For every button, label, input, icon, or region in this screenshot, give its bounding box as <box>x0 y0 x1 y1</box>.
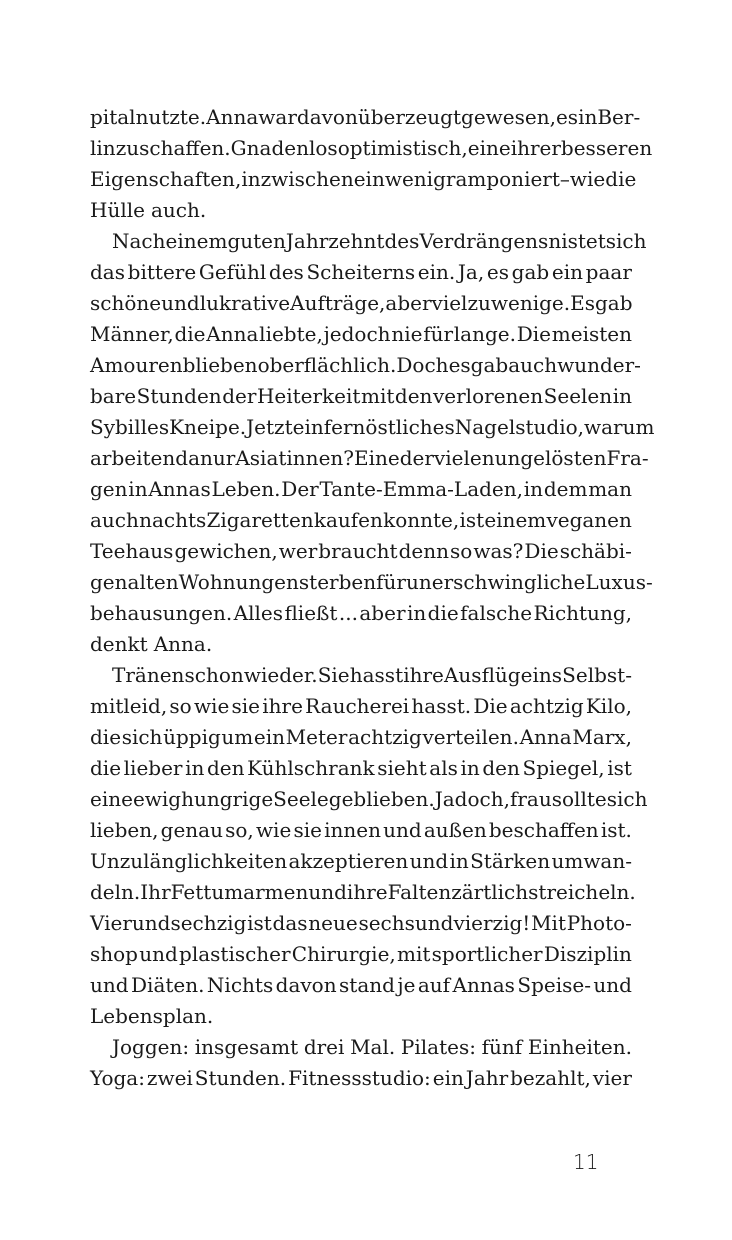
text-line: Unzulänglichkeiten akzeptieren und in Stärken umwan- <box>90 849 632 873</box>
text-line: eine ewig hungrige Seele geblieben. Ja doch, frau sollte sich <box>90 787 648 811</box>
text-line: schöne und lukrative Aufträge, aber viel zu wenige. Es gab <box>90 291 633 315</box>
text-line: Joggen: insgesamt drei Mal. Pilates: fünf Einheiten. <box>112 1035 632 1059</box>
text-line: das bittere Gefühl des Scheiterns ein. Ja, es gab ein paar <box>90 260 632 284</box>
text-line: Männer, die Anna liebte, jedoch nie für lange. Die meisten <box>90 322 632 346</box>
text-line: und Diäten. Nichts davon stand je auf Annas Speise- und <box>90 973 632 997</box>
text-line: die sich üppig um ein Meter achtzig verteilen. Anna Marx, <box>90 725 632 749</box>
text-line: denkt Anna. <box>90 632 213 656</box>
text-line: auch nachts Zigaretten kaufen konnte, ist einem veganen <box>90 508 632 532</box>
text-line: Yoga: zwei Stunden. Fitnessstudio: ein Jahr bezahlt, vier <box>90 1066 632 1090</box>
text-line: bare Stunden der Heiterkeit mit den verlorenen Seelen in <box>90 384 632 408</box>
text-line: Lebensplan. <box>90 1004 214 1028</box>
text-line: Eigenschaften, inzwischen ein wenig ramponiert – wie die <box>90 167 637 191</box>
text-line: pital nutzte. Anna war davon überzeugt gewesen, es in Ber- <box>90 105 641 129</box>
body-text <box>90 102 655 1094</box>
text-line: Hülle auch. <box>90 198 207 222</box>
text-line: Tränen schon wieder. Sie hasst ihre Ausflüge ins Selbst- <box>112 663 632 687</box>
text-line: lieben, genau so, wie sie innen und außen beschaffen ist. <box>90 818 632 842</box>
text-line: Teehaus gewichen, wer braucht denn so was? Die schäbi- <box>90 539 632 563</box>
text-line: shop und plastischer Chirurgie, mit sportlicher Disziplin <box>90 942 632 966</box>
text-line: mitleid, so wie sie ihre Raucherei hasst. Die achtzig Kilo, <box>90 694 632 718</box>
text-line: gen in Annas Leben. Der Tante-Emma-Laden, in dem man <box>90 477 632 501</box>
text-line: Vierundsechzig ist das neue sechsundvierzig! Mit Photo- <box>90 911 632 935</box>
text-line: Nach einem guten Jahrzehnt des Verdrängens nistet sich <box>112 229 647 253</box>
page-number: 11 <box>573 1150 599 1174</box>
text-line: lin zu schaffen. Gnadenlos optimistisch, eine ihrer besseren <box>90 136 653 160</box>
text-line: die lieber in den Kühlschrank sieht als in den Spiegel, ist <box>90 756 632 780</box>
text-line: Sybilles Kneipe. Jetzt ein fernöstliches Nagelstudio, warum <box>90 415 655 439</box>
text-line: deln. Ihr Fett umarmen und ihre Falten zärtlich streicheln. <box>90 880 636 904</box>
text-line: Amouren blieben oberflächlich. Doch es gab auch wunder- <box>90 353 641 377</box>
text-line: behausungen. Alles fließt ... aber in die falsche Richtung, <box>90 601 632 625</box>
text-line: gen alten Wohnungen sterben für unerschwingliche Luxus- <box>90 570 653 594</box>
text-line: arbeiten da nur Asiatinnen? Eine der vielen ungelösten Fra- <box>90 446 649 470</box>
